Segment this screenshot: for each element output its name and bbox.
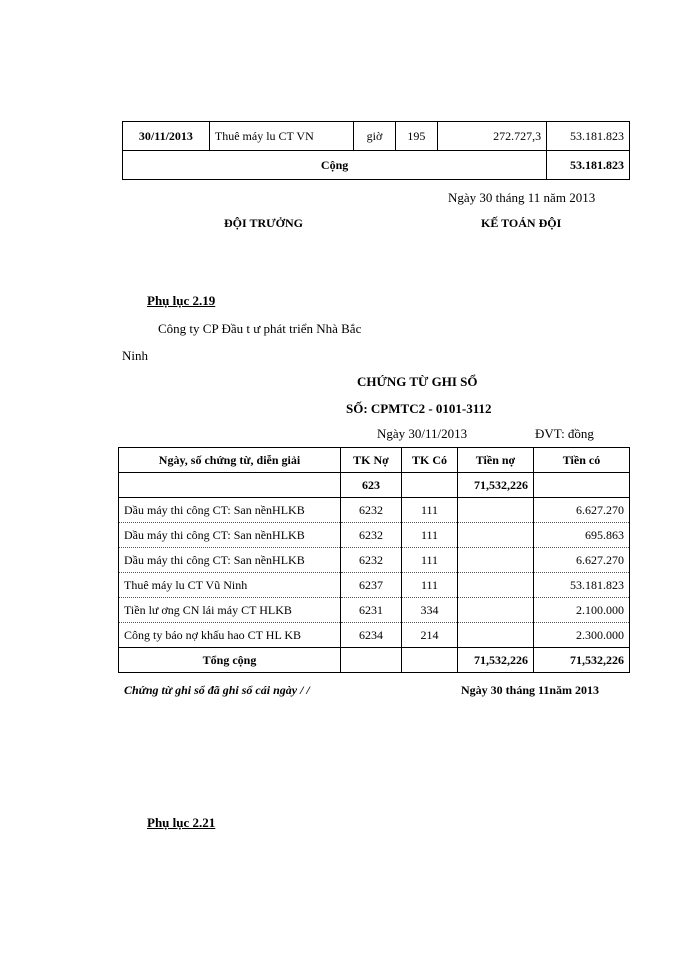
summary-debit-amount: 71,532,226 (458, 473, 534, 498)
header-credit-account: TK Có (402, 448, 458, 473)
row-debit-account: 6231 (341, 598, 402, 623)
summary-credit-account (402, 473, 458, 498)
signature-left-title: ĐỘI TRƯỞNG (224, 216, 304, 230)
total-row (123, 151, 630, 180)
row-credit-account: 214 (402, 623, 458, 648)
amount-cell: 53.181.823 (547, 122, 630, 151)
document-date: Ngày 30/11/2013 (377, 426, 468, 441)
total-credit-amount: 71,532,226 (534, 648, 630, 673)
row-desc: Dầu máy thi công CT: San nềnHLKB (119, 523, 341, 548)
row-debit-account: 6232 (341, 548, 402, 573)
top-ledger-table (122, 121, 630, 180)
row-debit-account: 6237 (341, 573, 402, 598)
row-debit-account: 6232 (341, 498, 402, 523)
ledger-table (118, 447, 630, 673)
description-cell: Thuê máy lu CT VN (209, 122, 353, 151)
row-credit-account: 111 (402, 548, 458, 573)
header-credit-amount: Tiền có (534, 448, 630, 473)
total-debit-amount: 71,532,226 (458, 648, 534, 673)
posting-note: Chứng từ ghi sổ đã ghi sổ cái ngày / / (124, 683, 310, 697)
row-debit-amount (458, 598, 534, 623)
row-debit-amount (458, 498, 534, 523)
header-description: Ngày, số chứng từ, diễn giải (119, 448, 341, 473)
unit-cell: giờ (354, 122, 396, 151)
summary-desc (119, 473, 341, 498)
total-label: Cộng (123, 151, 547, 180)
footer-date: Ngày 30 tháng 11năm 2013 (461, 683, 600, 697)
row-desc: Tiền lư ơng CN lái máy CT HLKB (119, 598, 341, 623)
summary-row (119, 473, 630, 498)
total-empty-credit-account (402, 648, 458, 673)
unit-label: ĐVT: đồng (535, 426, 594, 441)
header-debit-account: TK Nợ (341, 448, 402, 473)
row-credit-account: 111 (402, 523, 458, 548)
company-name-cont: Ninh (122, 348, 148, 363)
row-desc: Dầu máy thi công CT: San nềnHLKB (119, 498, 341, 523)
appendix-title: Phụ lục 2.19 (147, 293, 216, 308)
top-date-line: Ngày 30 tháng 11 năm 2013 (448, 190, 596, 205)
row-credit-amount: 53.181.823 (534, 573, 630, 598)
row-credit-account: 111 (402, 573, 458, 598)
row-credit-account: 334 (402, 598, 458, 623)
row-debit-amount (458, 523, 534, 548)
signature-right-title: KẾ TOÁN ĐỘI (481, 216, 562, 230)
table-row (119, 498, 630, 523)
row-credit-amount: 695.863 (534, 523, 630, 548)
row-debit-amount (458, 623, 534, 648)
row-debit-account: 6232 (341, 523, 402, 548)
row-debit-amount (458, 573, 534, 598)
quantity-cell: 195 (395, 122, 437, 151)
date-cell: 30/11/2013 (123, 122, 210, 151)
table-row (119, 623, 630, 648)
row-credit-amount: 2.100.000 (534, 598, 630, 623)
table-row (119, 523, 630, 548)
row-desc: Thuê máy lu CT Vũ Ninh (119, 573, 341, 598)
table-header-row (119, 448, 630, 473)
appendix-title-2: Phụ lục 2.21 (147, 815, 216, 830)
row-desc: Công ty báo nợ khấu hao CT HL KB (119, 623, 341, 648)
total-row (119, 648, 630, 673)
row-credit-account: 111 (402, 498, 458, 523)
row-credit-amount: 6.627.270 (534, 498, 630, 523)
document-number: SỐ: CPMTC2 - 0101-3112 (346, 401, 492, 416)
company-name: Công ty CP Đầu t ư phát triển Nhà Bắc (158, 321, 362, 336)
total-empty-debit-account (341, 648, 402, 673)
total-value: 53.181.823 (547, 151, 630, 180)
price-cell: 272.727,3 (437, 122, 546, 151)
table-row (119, 598, 630, 623)
summary-debit-account: 623 (341, 473, 402, 498)
total-label: Tổng cộng (119, 648, 341, 673)
row-credit-amount: 6.627.270 (534, 548, 630, 573)
document-title: CHỨNG TỪ GHI SỔ (357, 374, 478, 389)
row-desc: Dầu máy thi công CT: San nềnHLKB (119, 548, 341, 573)
table-row (119, 548, 630, 573)
table-row (119, 573, 630, 598)
header-debit-amount: Tiền nợ (458, 448, 534, 473)
table-row (123, 122, 630, 151)
row-debit-account: 6234 (341, 623, 402, 648)
row-debit-amount (458, 548, 534, 573)
summary-credit-amount (534, 473, 630, 498)
row-credit-amount: 2.300.000 (534, 623, 630, 648)
